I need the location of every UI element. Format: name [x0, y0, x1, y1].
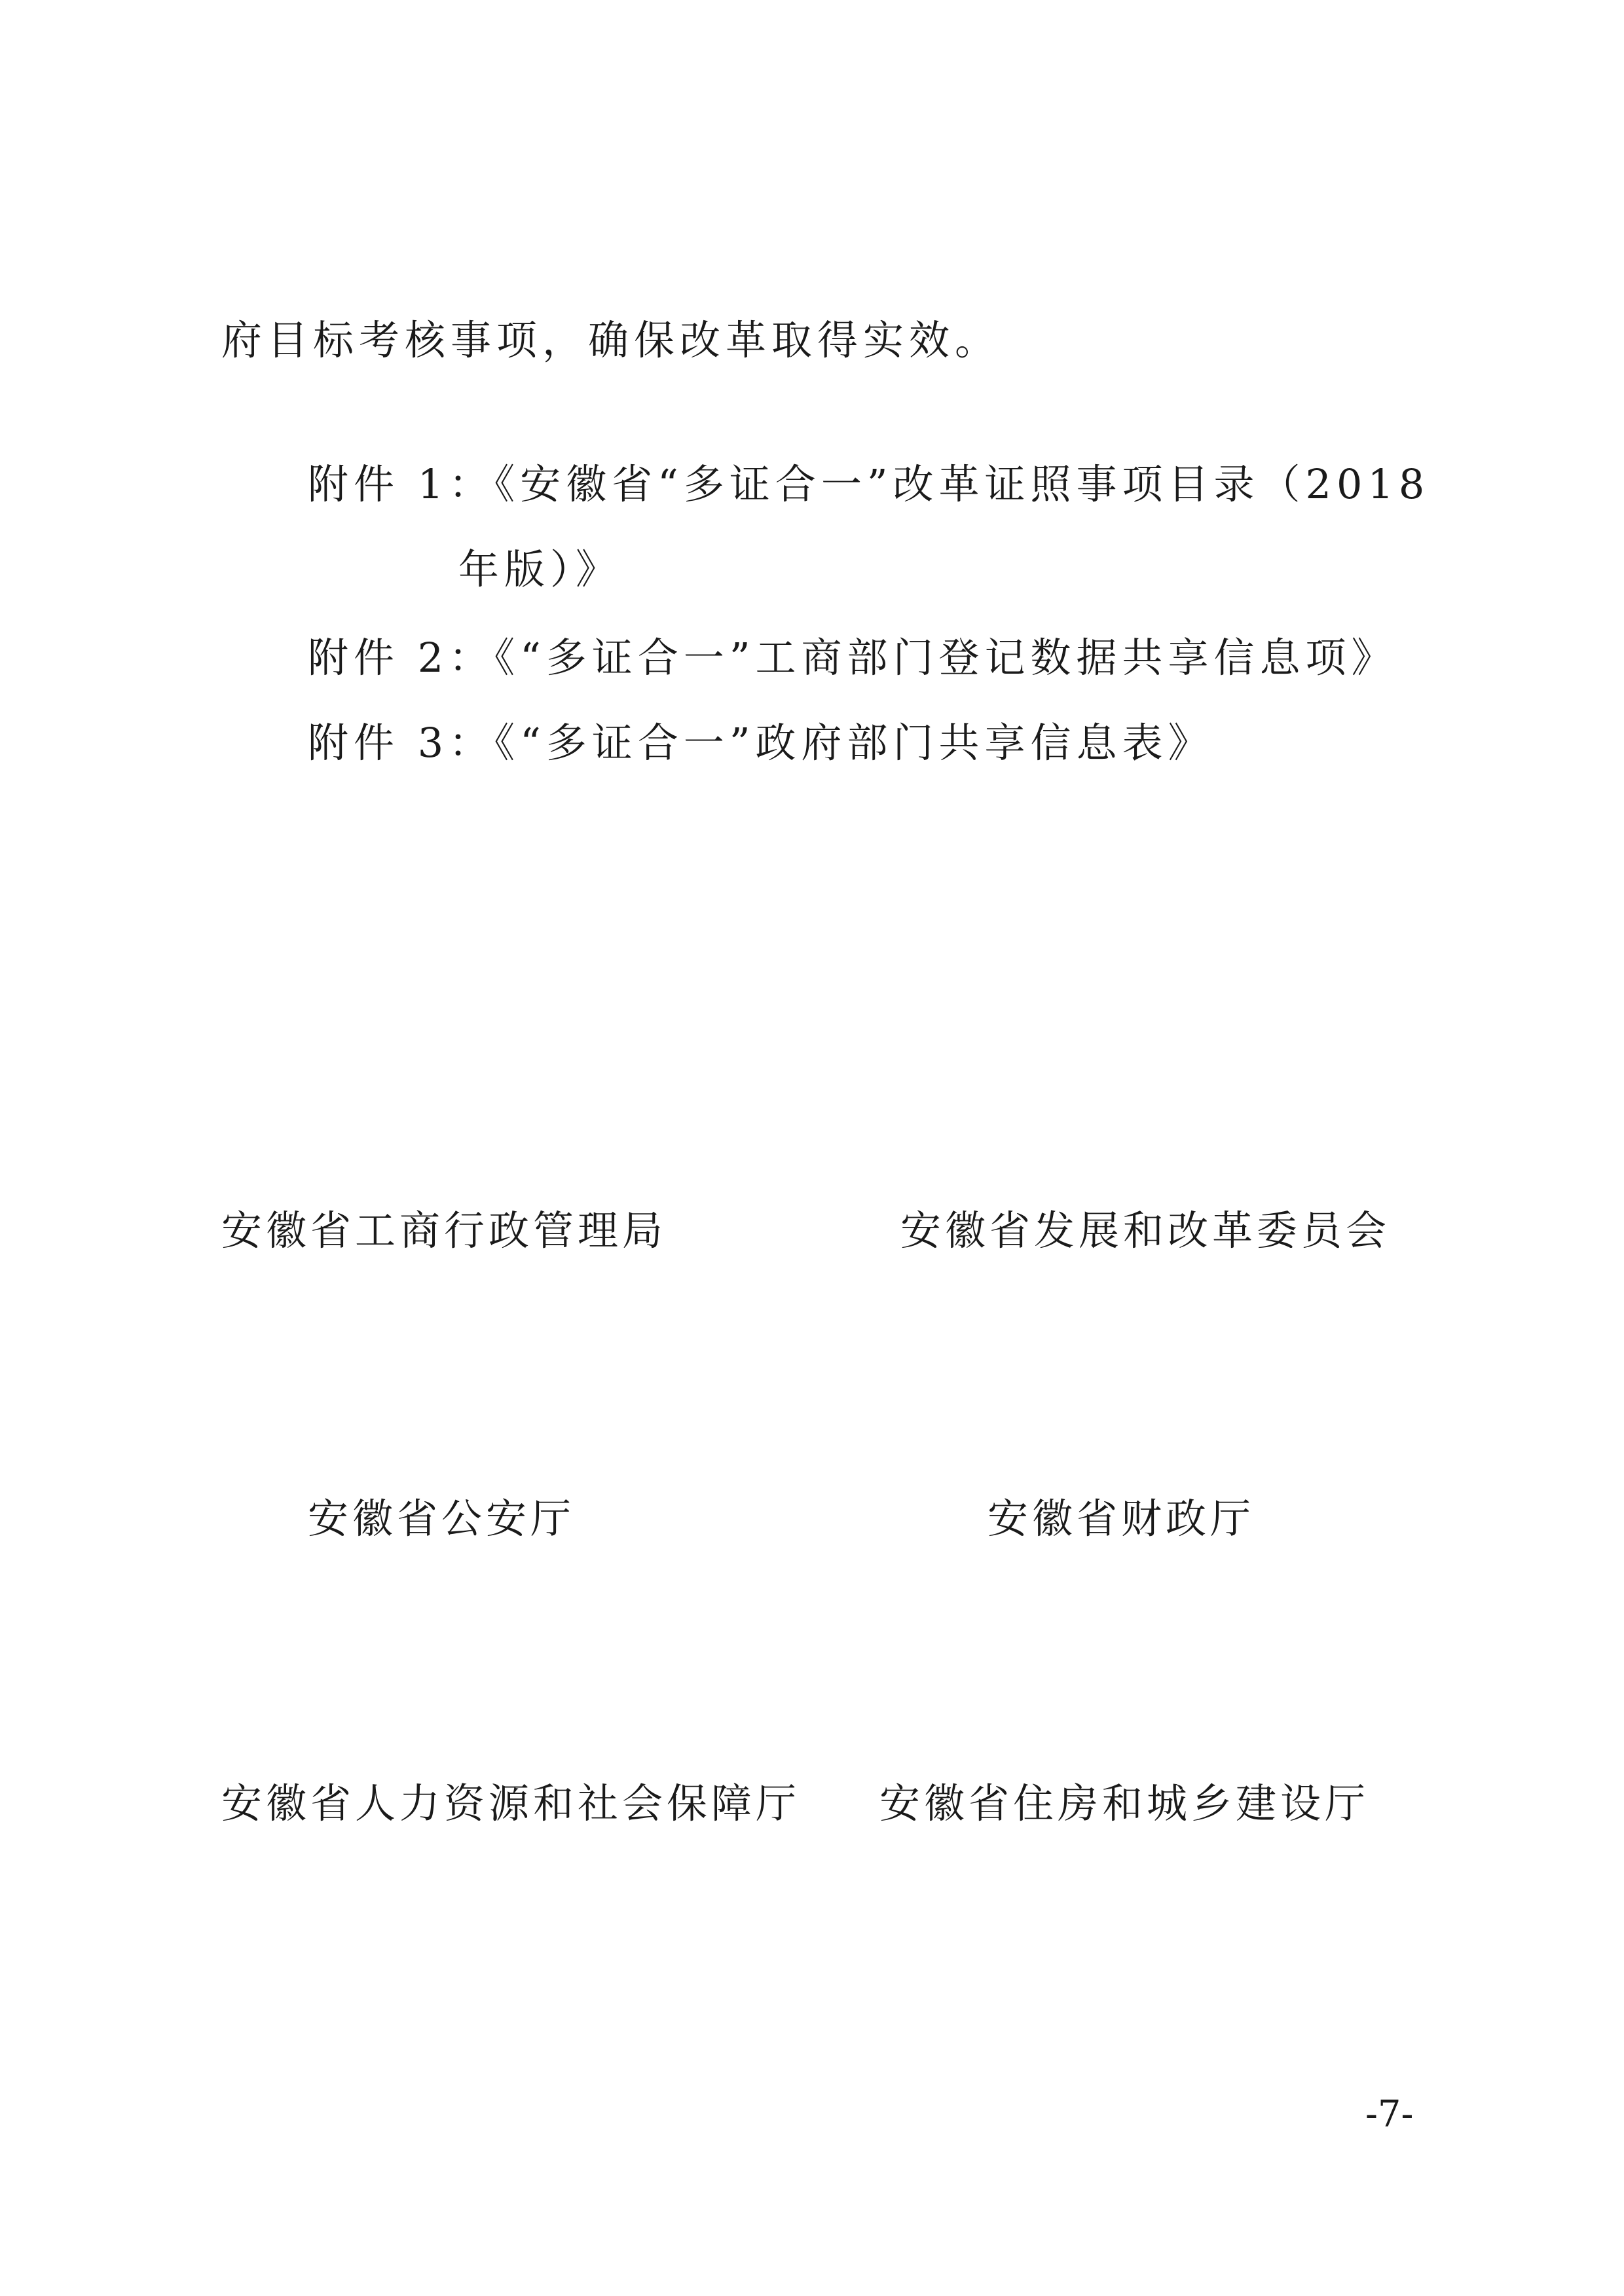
page-number: -7-	[1365, 2093, 1414, 2136]
signatory-development-reform-commission: 安徽省发展和改革委员会	[900, 1207, 1391, 1254]
closing-paragraph: 府目标考核事项，确保改革取得实效。	[221, 316, 1001, 364]
signatory-finance-department: 安徽省财政厅	[987, 1495, 1255, 1542]
signatory-housing-urban-rural-construction-department: 安徽省住房和城乡建设厅	[879, 1779, 1370, 1827]
attachment-3: 附件 3：《“多证合一”政府部门共享信息表》	[308, 719, 1214, 767]
signatory-public-security-department: 安徽省公安厅	[308, 1495, 576, 1542]
signatory-industry-commerce-bureau: 安徽省工商行政管理局	[221, 1207, 667, 1254]
signatory-human-resources-social-security-department: 安徽省人力资源和社会保障厅	[221, 1779, 801, 1827]
attachment-1-line-1: 附件 1：《安徽省“多证合一”改革证照事项目录（2018	[308, 460, 1430, 508]
attachment-2: 附件 2：《“多证合一”工商部门登记数据共享信息项》	[308, 634, 1397, 682]
attachment-1-line-2: 年版）》	[458, 545, 622, 593]
